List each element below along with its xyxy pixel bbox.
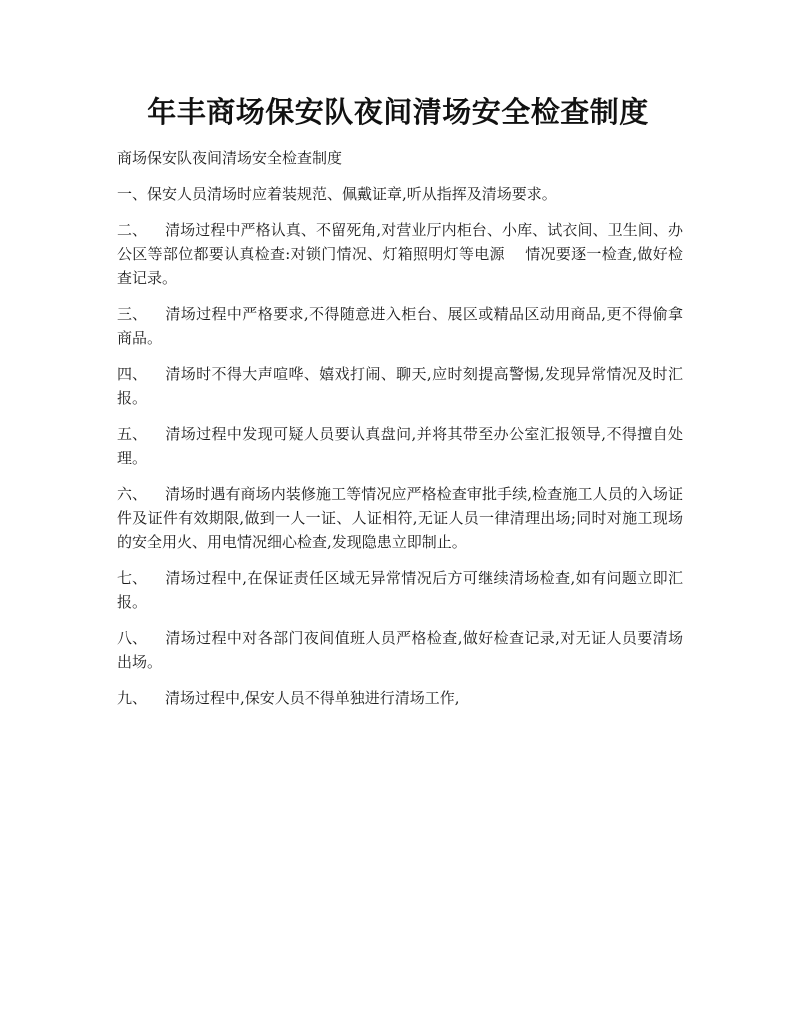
rule-number: 二、 bbox=[117, 221, 148, 239]
rule-text: 清场过程中对各部门夜间值班人员严格检查,做好检查记录,对无证人员要清场出场。 bbox=[117, 629, 683, 671]
document-subtitle: 商场保安队夜间清场安全检查制度 bbox=[117, 149, 343, 167]
rule-item bbox=[117, 566, 683, 614]
rule-number: 九、 bbox=[117, 689, 148, 707]
rule-number: 六、 bbox=[117, 485, 148, 503]
rule-item bbox=[117, 362, 683, 410]
rule-text: 清场过程中发现可疑人员要认真盘问,并将其带至办公室汇报领导,不得擅自处理。 bbox=[117, 425, 683, 467]
rule-text: 清场过程中,保安人员不得单独进行清场工作, bbox=[165, 689, 460, 707]
rule-number: 五、 bbox=[117, 425, 148, 443]
rule-number: 四、 bbox=[117, 365, 148, 383]
rule-item bbox=[117, 422, 683, 470]
rule-number: 七、 bbox=[117, 569, 148, 587]
rule-item bbox=[117, 626, 683, 674]
rule-number: 八、 bbox=[117, 629, 148, 647]
rule-item bbox=[117, 218, 683, 290]
rule-item bbox=[117, 182, 683, 206]
rule-item bbox=[117, 302, 683, 350]
rule-text: 清场过程中严格要求,不得随意进入柜台、展区或精品区动用商品,更不得偷拿商品。 bbox=[117, 305, 683, 347]
rule-text: 清场过程中,在保证责任区域无异常情况后方可继续清场检查,如有问题立即汇报。 bbox=[117, 569, 683, 611]
document-body bbox=[117, 146, 683, 722]
document-title: 年丰商场保安队夜间清场安全检查制度 bbox=[147, 95, 649, 129]
rule-text: 清场时遇有商场内装修施工等情况应严格检查审批手续,检查施工人员的入场证件及证件有效期限,做到一人一证、人证相符,无证人员一律清理出场;同时对施工现场的安全用火、用电情况细心检查,发现隐患立即制止。 bbox=[117, 485, 683, 551]
rule-item bbox=[117, 686, 683, 710]
rule-text: 保安人员清场时应着装规范、佩戴证章,听从指挥及清场要求。 bbox=[147, 185, 557, 203]
rule-item bbox=[117, 482, 683, 554]
rule-number: 一、 bbox=[117, 185, 148, 203]
rule-number: 三、 bbox=[117, 305, 148, 323]
rule-text: 清场时不得大声喧哗、嬉戏打闹、聊天,应时刻提高警惕,发现异常情况及时汇报。 bbox=[117, 365, 683, 407]
rule-text: 清场过程中严格认真、不留死角,对营业厅内柜台、小库、试衣间、卫生间、办公区等部位都要认真检查:对锁门情况、灯箱照明灯等电源 情况要逐一检查,做好检查记录。 bbox=[117, 221, 683, 287]
